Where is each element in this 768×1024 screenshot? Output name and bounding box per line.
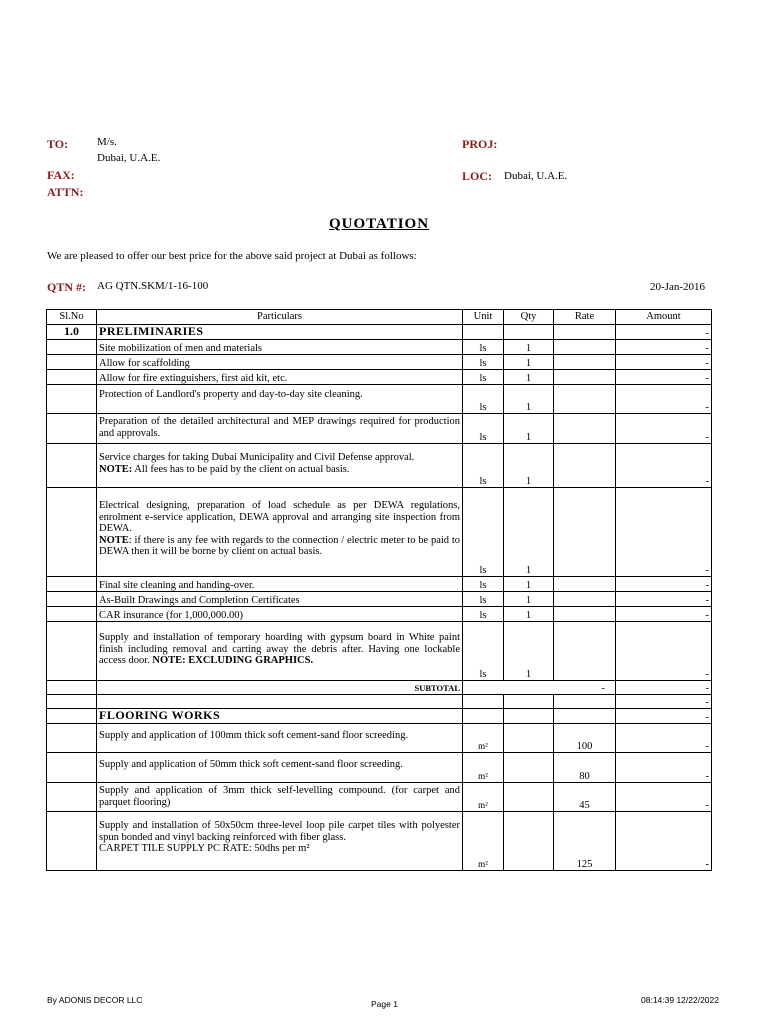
- qty-cell: 1: [504, 592, 554, 607]
- amount-cell: -: [616, 325, 712, 340]
- item-description: [97, 488, 463, 577]
- unit-cell: ls: [463, 444, 504, 488]
- unit-cell: ls: [463, 488, 504, 577]
- item-description: As-Built Drawings and Completion Certificates: [97, 592, 463, 607]
- qtn-label: QTN #:: [47, 280, 86, 294]
- amount-cell: -: [616, 783, 712, 812]
- amount-cell: -: [616, 355, 712, 370]
- amount-cell: -: [616, 622, 712, 681]
- unit-cell: ls: [463, 355, 504, 370]
- intro-text: We are pleased to offer our best price for the above said project at Dubai as follows:: [47, 250, 417, 262]
- table-row: [47, 622, 712, 681]
- item-description: Final site cleaning and handing-over.: [97, 577, 463, 592]
- table-row: [47, 385, 712, 414]
- unit-cell: ls: [463, 414, 504, 444]
- qty-cell: 1: [504, 488, 554, 577]
- table-row: [47, 414, 712, 444]
- loc-value: Dubai, U.A.E.: [504, 170, 568, 182]
- amount-cell: -: [616, 577, 712, 592]
- table-row: [47, 753, 712, 783]
- qty-cell: 1: [504, 577, 554, 592]
- table-row: [47, 355, 712, 370]
- unit-cell: ls: [463, 340, 504, 355]
- subtotal-value: -: [463, 681, 616, 695]
- amount-cell: -: [616, 607, 712, 622]
- qty-cell: 1: [504, 444, 554, 488]
- table-row: [47, 370, 712, 385]
- unit-cell: ls: [463, 385, 504, 414]
- to-line2: Dubai, U.A.E.: [97, 152, 161, 164]
- page-title: QUOTATION: [328, 216, 430, 232]
- section-title: PRELIMINARIES: [97, 325, 463, 340]
- item-description: Allow for scaffolding: [97, 355, 463, 370]
- qty-cell: 1: [504, 385, 554, 414]
- item-text: Supply and installation of 50x50cm three-level loop pile carpet tiles with polyester spun bonded and vinyl backing reinforced with fiber glass.: [99, 820, 460, 843]
- amount-cell: -: [616, 414, 712, 444]
- col-slno: Sl.No: [47, 310, 97, 325]
- table-row: [47, 488, 712, 577]
- amount-cell: -: [616, 592, 712, 607]
- rate-cell: 80: [554, 753, 616, 783]
- item-description: Supply and application of 3mm thick self-levelling compound. (for carpet and parquet flooring): [97, 783, 463, 812]
- item-text: Service charges for taking Dubai Municipality and Civil Defense approval.: [99, 452, 415, 463]
- section-number: 1.0: [47, 325, 97, 340]
- blank-row: [47, 695, 712, 709]
- item-description: Allow for fire extinguishers, first aid kit, etc.: [97, 370, 463, 385]
- attn-label: ATTN:: [47, 185, 84, 199]
- qty-cell: 1: [504, 355, 554, 370]
- note-text: NOTE: EXCLUDING GRAPHICS.: [152, 655, 314, 666]
- subtotal-label: SUBTOTAL: [97, 681, 463, 695]
- unit-cell: ls: [463, 370, 504, 385]
- qty-cell: 1: [504, 370, 554, 385]
- col-particulars: Particulars: [97, 310, 463, 325]
- qty-cell: 1: [504, 414, 554, 444]
- unit-cell: m²: [463, 812, 504, 871]
- qtn-number: AG QTN.SKM/1-16-100: [97, 280, 209, 292]
- unit-cell: ls: [463, 592, 504, 607]
- table-row: [47, 607, 712, 622]
- col-amount: Amount: [616, 310, 712, 325]
- rate-cell: 125: [554, 812, 616, 871]
- rate-cell: 45: [554, 783, 616, 812]
- item-text: Supply and installation of temporary hoarding with gypsum board in White paint finish including removal and carting away the debris after. Having one lockable access door.: [99, 632, 460, 666]
- item-description: Protection of Landlord's property and day-to-day site cleaning.: [97, 385, 463, 414]
- unit-cell: ls: [463, 607, 504, 622]
- proj-label: PROJ:: [462, 137, 498, 151]
- item-description: [97, 622, 463, 681]
- to-line1: M/s.: [97, 136, 117, 148]
- col-rate: Rate: [554, 310, 616, 325]
- amount-cell: -: [616, 724, 712, 753]
- qty-cell: 1: [504, 622, 554, 681]
- table-row: [47, 812, 712, 871]
- table-row: [47, 783, 712, 812]
- amount-cell: -: [616, 444, 712, 488]
- unit-cell: m²: [463, 783, 504, 812]
- item-description: Supply and application of 100mm thick soft cement-sand floor screeding.: [97, 724, 463, 753]
- unit-cell: m²: [463, 724, 504, 753]
- amount-cell: -: [616, 753, 712, 783]
- quotation-table: [46, 309, 712, 871]
- subtotal-row: [47, 681, 712, 695]
- note-label: NOTE: [99, 534, 129, 546]
- item-text-line2: CARPET TILE SUPPLY PC RATE: 50dhs per m²: [99, 843, 310, 854]
- qty-cell: 1: [504, 340, 554, 355]
- section-row: [47, 325, 712, 340]
- amount-cell: -: [616, 709, 712, 724]
- item-description: CAR insurance (for 1,000,000.00): [97, 607, 463, 622]
- footer-timestamp: 08:14:39 12/22/2022: [641, 995, 719, 1005]
- amount-cell: -: [616, 340, 712, 355]
- item-description: Preparation of the detailed architectural and MEP drawings required for production and approvals.: [97, 414, 463, 444]
- amount-cell: -: [616, 812, 712, 871]
- note-text: All fees has to be paid by the client on actual basis.: [132, 463, 350, 475]
- table-header-row: [47, 310, 712, 325]
- to-label: TO:: [47, 137, 69, 151]
- item-text: Electrical designing, preparation of load schedule as per DEWA regulations, enrolment e-service application, DEWA approval and arranging site inspection from DEWA.: [99, 500, 460, 534]
- fax-label: FAX:: [47, 168, 75, 182]
- amount-cell: -: [616, 488, 712, 577]
- item-description: Site mobilization of men and materials: [97, 340, 463, 355]
- table-row: [47, 444, 712, 488]
- table-row: [47, 724, 712, 753]
- amount-cell: -: [616, 695, 712, 709]
- col-qty: Qty: [504, 310, 554, 325]
- amount-cell: -: [616, 370, 712, 385]
- unit-cell: ls: [463, 577, 504, 592]
- note-text: : if there is any fee with regards to the connection / electric meter to be paid to DEWA then it will be borne by client on actual basis.: [99, 534, 460, 557]
- item-description: [97, 812, 463, 871]
- col-unit: Unit: [463, 310, 504, 325]
- table-row: [47, 340, 712, 355]
- loc-label: LOC:: [462, 169, 492, 183]
- item-description: [97, 444, 463, 488]
- footer-company: By ADONIS DECOR LLC: [47, 995, 143, 1005]
- qty-cell: 1: [504, 607, 554, 622]
- unit-cell: m²: [463, 753, 504, 783]
- unit-cell: ls: [463, 622, 504, 681]
- section-row: [47, 709, 712, 724]
- amount-cell: -: [616, 385, 712, 414]
- item-description: Supply and application of 50mm thick soft cement-sand floor screeding.: [97, 753, 463, 783]
- quote-date: 20-Jan-2016: [650, 281, 705, 293]
- note-label: NOTE:: [99, 463, 133, 475]
- rate-cell: 100: [554, 724, 616, 753]
- amount-cell: -: [616, 681, 712, 695]
- table-row: [47, 592, 712, 607]
- footer-page: Page 1: [371, 999, 398, 1009]
- section-title: FLOORING WORKS: [97, 709, 463, 724]
- table-row: [47, 577, 712, 592]
